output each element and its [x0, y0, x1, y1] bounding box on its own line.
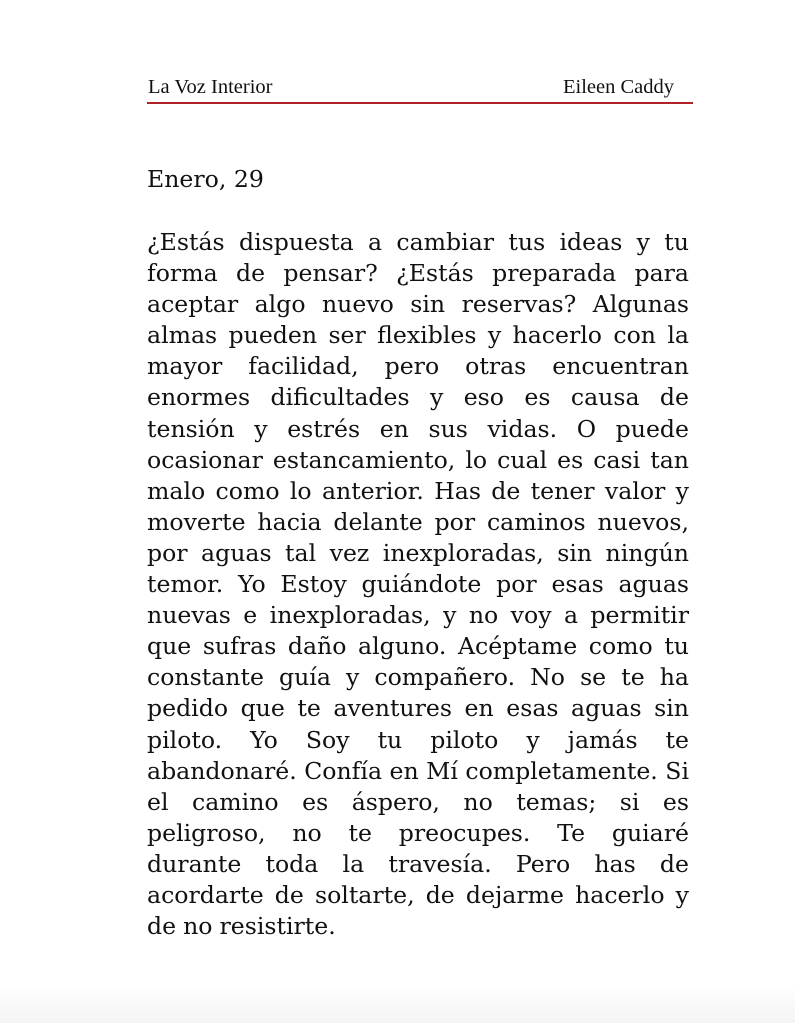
header-author: Eileen Caddy — [562, 76, 674, 98]
header-book-title: La Voz Interior — [148, 76, 273, 98]
entry-body-text: ¿Estás dispuesta a cambiar tus ideas y tu forma de pensar? ¿Estás preparada para aceptar algo nuevo sin reservas? Algunas almas pueden ser flexibles y hacerlo con la mayor facilidad, pero otras encuentran enormes dificultades y eso es causa de tensión y estrés en sus vidas. O puede ocasionar estancamiento, lo cual es casi tan malo como lo anterior. Has de tener valor y moverte hacia delante por caminos nuevos, por aguas tal vez inexploradas, sin ningún temor. Yo Estoy guiándote por esas aguas nuevas e inexploradas, y no voy a permitir que sufras daño alguno. Acéptame como tu constante guía y compañero. No se te ha pedido que te aventures en esas aguas sin piloto. Yo Soy tu piloto y jamás te abandonaré. Confía en Mí completamente. Si el camino es áspero, no temas; si es peligroso, no te preocupes. Te guiaré durante toda la travesía. Pero has de acordarte de soltarte, de dejarme hacerlo y de no resistirte. — [147, 228, 689, 941]
running-header — [147, 74, 693, 104]
entry-date: Enero, 29 — [147, 165, 264, 193]
